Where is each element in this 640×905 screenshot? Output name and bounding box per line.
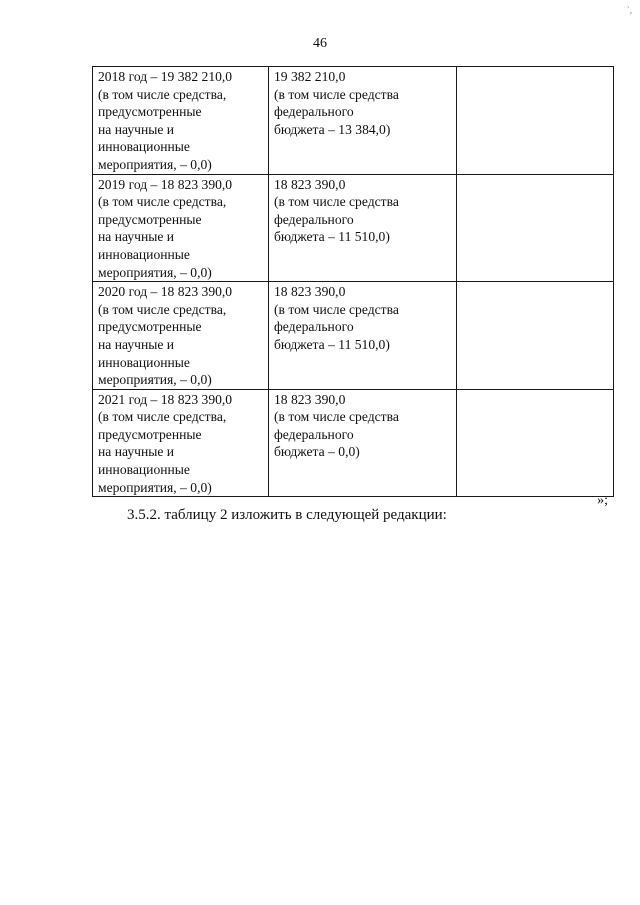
budget-cell	[269, 282, 457, 390]
cell-line: мероприятия, – 0,0)	[98, 372, 212, 388]
budget-cell	[269, 174, 457, 282]
table-row	[93, 389, 614, 497]
page-number: 46	[313, 36, 327, 51]
year-total-cell	[93, 282, 269, 390]
cell-line: инновационные	[98, 246, 190, 262]
cell-line: бюджета – 13 384,0)	[274, 121, 391, 137]
budget-cell	[269, 67, 457, 175]
funding-table	[92, 66, 614, 497]
closing-quote: »;	[597, 493, 608, 508]
cell-line: 2018 год – 19 382 210,0	[98, 69, 233, 84]
cell-line: (в том числе средства	[274, 194, 399, 210]
cell-line: на научные и	[98, 336, 175, 352]
cell-line: предусмотренные	[98, 104, 202, 120]
year-total-cell	[93, 389, 269, 497]
cell-line: бюджета – 11 510,0)	[274, 336, 390, 352]
cell-line: инновационные	[98, 139, 190, 155]
cell-line: на научные и	[98, 229, 175, 245]
cell-line: инновационные	[98, 462, 190, 478]
cell-line: 2021 год – 18 823 390,0	[98, 391, 233, 407]
cell-line: мероприятия, – 0,0)	[98, 264, 212, 280]
cell-line: (в том числе средства,	[98, 194, 227, 210]
cell-line: федерального	[274, 426, 354, 442]
cell-line: (в том числе средства	[274, 301, 399, 317]
year-total-cell	[93, 174, 269, 282]
cell-line: (в том числе средства,	[98, 409, 227, 425]
cell-line: бюджета – 0,0)	[274, 444, 360, 460]
table-row	[93, 67, 614, 175]
empty-cell	[457, 174, 614, 282]
empty-cell	[457, 389, 614, 497]
section-paragraph: 3.5.2. таблицу 2 изложить в следующей редакции:	[127, 507, 447, 523]
cell-line: 18 823 390,0	[274, 284, 346, 300]
empty-cell	[457, 282, 614, 390]
table-row	[93, 282, 614, 390]
cell-line: (в том числе средства,	[98, 301, 227, 317]
cell-line: предусмотренные	[98, 426, 202, 442]
table-row	[93, 174, 614, 282]
cell-line: 2020 год – 18 823 390,0	[98, 284, 233, 300]
cell-line: предусмотренные	[98, 211, 202, 227]
empty-cell	[457, 67, 614, 175]
cell-line: бюджета – 11 510,0)	[274, 229, 390, 245]
year-total-cell	[93, 67, 269, 175]
cell-line: (в том числе средства,	[98, 86, 227, 102]
cell-line: (в том числе средства	[274, 86, 399, 102]
cell-line: 18 823 390,0	[274, 176, 346, 192]
cell-line: инновационные	[98, 354, 190, 370]
cell-line: на научные и	[98, 121, 175, 137]
cell-line: федерального	[274, 104, 354, 120]
cell-line: предусмотренные	[98, 319, 202, 335]
cell-line: 19 382 210,0	[274, 69, 346, 84]
cell-line: 2019 год – 18 823 390,0	[98, 176, 233, 192]
cell-line: (в том числе средства	[274, 409, 399, 425]
cell-line: федерального	[274, 319, 354, 335]
cell-line: 18 823 390,0	[274, 391, 346, 407]
cell-line: на научные и	[98, 444, 175, 460]
cell-line: мероприятия, – 0,0)	[98, 479, 212, 495]
budget-cell	[269, 389, 457, 497]
cell-line: федерального	[274, 211, 354, 227]
cell-line: мероприятия, – 0,0)	[98, 156, 212, 172]
corner-scan-mark: `,	[626, 5, 632, 15]
